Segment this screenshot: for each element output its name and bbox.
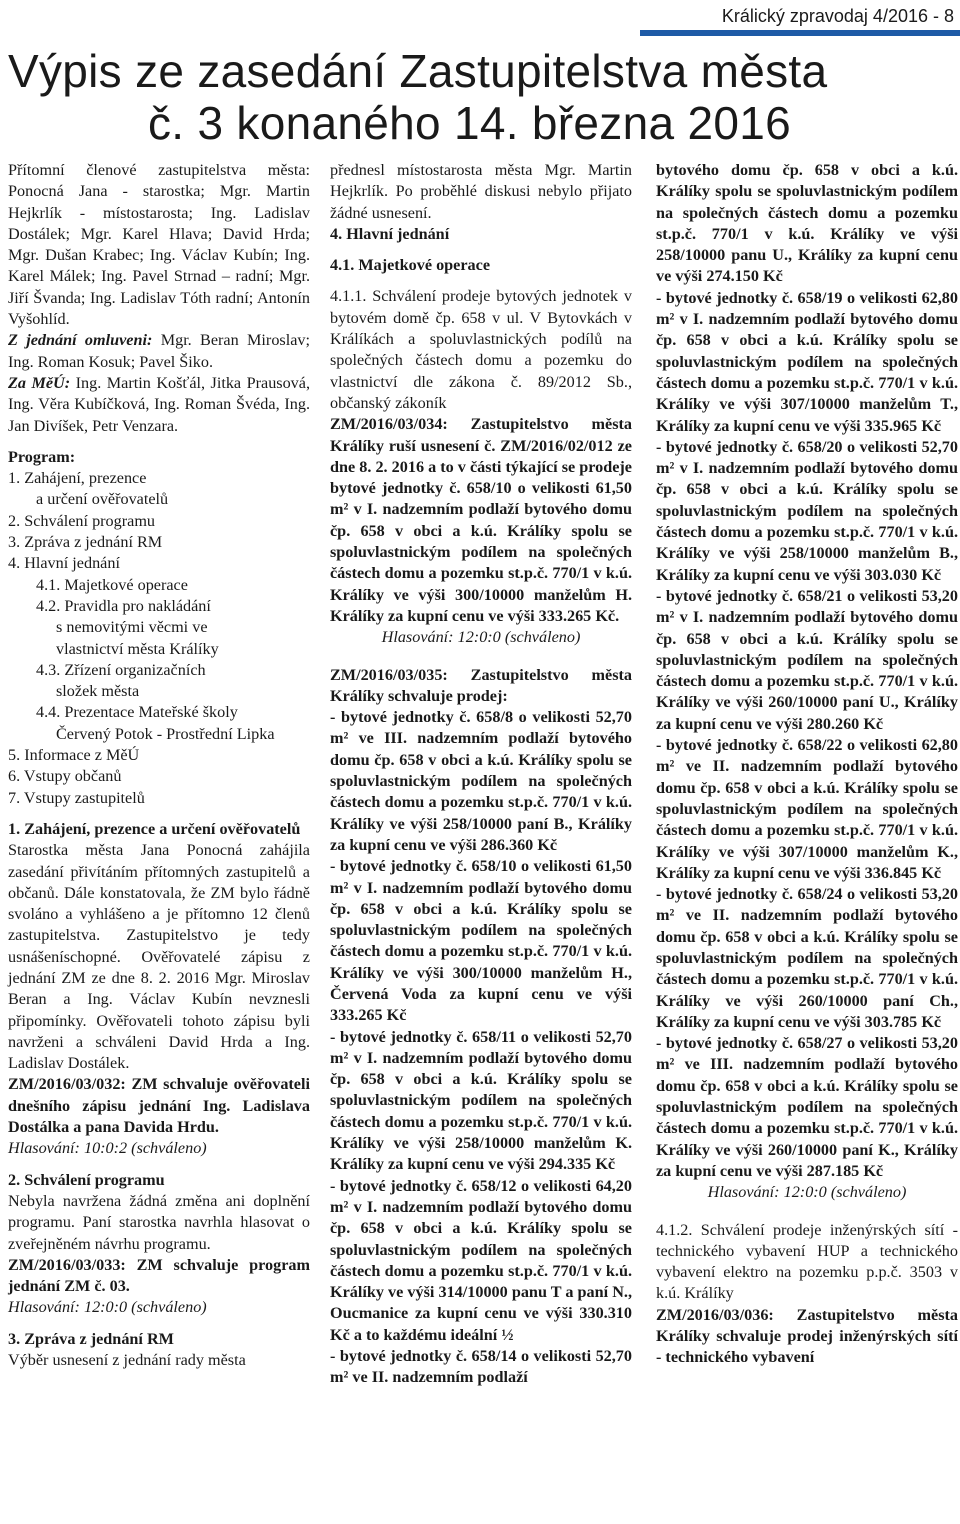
- sale-item: - bytové jednotky č. 658/24 o velikosti 53,20 m² ve II. nadzemním podlaží bytového domu čp. 658 v obci a k.ú. Králíky spolu se spoluvlastnickým podílem na společných částech domu a pozemku st.p.č. 770/1 v k.ú. Králíky ve výši 260/10000 paní Ch., Králíky za kupní cenu ve výši 303.785 Kč: [656, 885, 958, 1031]
- program-item: 7. Vstupy zastupitelů: [8, 788, 145, 807]
- page-header: [640, 0, 960, 38]
- resolution-033: ZM/2016/03/033: ZM schvaluje program jednání ZM č. 03.: [8, 1255, 310, 1296]
- resolution-035: ZM/2016/03/035: Zastupitelstvo města Králíky schvaluje prodej:: [330, 665, 632, 705]
- meu-label: Za MěÚ:: [8, 373, 71, 392]
- vote-033: Hlasování: 12:0:0 (schváleno): [8, 1298, 207, 1317]
- program-item: 3. Zpráva z jednání RM: [8, 533, 163, 552]
- sale-item: bytového domu čp. 658 v obci a k.ú. Králíky spolu se spoluvlastnickým podílem na společných částech domu a pozemku st.p.č. 770/1 v k.ú. Králíky ve výši 258/10000 panu U., Králíky za kupní cenu ve výši 274.150 Kč: [656, 161, 958, 286]
- title-line2: č. 3 konaného 14. března 2016: [148, 97, 791, 149]
- sale-item: - bytové jednotky č. 658/27 o velikosti 53,20 m² ve III. nadzemním podlaží bytového domu čp. 658 v obci a k.ú. Králíky spolu se spoluvlastnickým podílem na společných částech domu a pozemku st.p.č. 770/1 v k.ú. Králíky ve výši 260/10000 paní K., Králíky za kupní cenu ve výši 287.185 Kč: [656, 1034, 958, 1180]
- meu-paragraph: [8, 373, 310, 437]
- spacer: [656, 1204, 958, 1220]
- sale-item: - bytové jednotky č. 658/19 o velikosti 62,80 m² v I. nadzemním podlaží bytového domu čp. 658 v obci a k.ú. Králíky spolu se spoluvlastnickým podílem na společných částech domu a pozemku st.p.č. 770/1 v k.ú. Králíky ve výši 307/10000 manželům T., Králíky za kupní cenu ve výši 335.965 Kč: [656, 288, 958, 435]
- section-3-text: Výběr usnesení z jednání rady města: [8, 1351, 246, 1370]
- title-line1: Výpis ze zasedání Zastupitelstva města: [8, 45, 828, 97]
- program-item: a určení ověřovatelů: [36, 490, 169, 509]
- excused-paragraph: [8, 330, 310, 373]
- program-item: 2. Schválení programu: [8, 511, 155, 530]
- excused-label: Z jednání omluveni:: [8, 331, 153, 350]
- sale-item: - bytové jednotky č. 658/12 o velikosti 64,20 m² v I. nadzemním podlaží bytového domu čp. 658 v obci a k.ú. Králíky spolu se spoluvlastnickým podílem na společných částech domu a pozemku st.p.č. 770/1 v k.ú. Králíky ve výši 314/10000 panu T a paní N., Oucmanice za kupní cenu ve výši 330.310 Kč a to každému ideální ½: [330, 1176, 632, 1344]
- spacer: [330, 276, 632, 286]
- section-1-heading: 1. Zahájení, prezence a určení ověřovatelů: [8, 819, 301, 838]
- resolution-036: ZM/2016/03/036: Zastupitelstvo města Králíky schvaluje prodej inženýrských sítí - technického vybavení: [656, 1305, 958, 1367]
- column-1: [8, 160, 310, 1371]
- header-text: Králický zpravodaj 4/2016 - 8: [721, 6, 954, 26]
- present-members: Přítomní členové zastupitelstva města: Ponocná Jana - starostka; Mgr. Martin Hejkrlík - místostarosta; Ing. Ladislav Dostálek; Mgr. Karel Hlava; David Hrda; Mgr. Dušan Krabec; Ing. Václav Kubín; Ing. Karel Málek; Ing. Pavel Strnad – radní; Mgr. Jiří Švanda; Ing. Ladislav Tóth radní; Antonín Vyšohlíd.: [8, 161, 310, 329]
- program-item: složek města: [56, 682, 140, 701]
- section-2-text: Nebyla navržena žádná změna ani doplnění programu. Paní starostka navrhla hlasovat o zveřejněném návrhu programu.: [8, 1191, 310, 1253]
- resolution-032: ZM/2016/03/032: ZM schvaluje ověřovateli dnešního zápisu jednání Ing. Ladislava Dostálka a pana Davida Hrdu.: [8, 1075, 310, 1137]
- section-1-text: Starostka města Jana Ponocná zahájila zasedání přivítáním přítomných zastupitelů a občanů. Dále konstatovala, že ZM bylo řádně svoláno a vyhlášeno a je přítomno 12 členů zastupitelstva. Zastupitelstvo je tedy usnášeníschopné. Ověřovatelé zápisu z jednání ZM ze dne 8. 2. 2016 Mgr. Miroslav Beran a Ing. Václav Kubín nevznesli připomínky. Ověřovateli tohoto zápisu byli navrženi a schváleni David Hrda a Ing. Ladislav Dostálek.: [8, 841, 310, 1073]
- program-item: 4.2. Pravidla pro nakládání: [36, 596, 211, 615]
- section-4-1-heading: 4.1. Majetkové operace: [330, 256, 491, 275]
- section-4-1-1-heading: 4.1.1. Schválení prodeje bytových jednotek v bytovém domě čp. 658 v ul. V Bytovkách v Králíkách a spoluvlastnických podílů na společných částech domu a pozemku do vlastnictví dle zákona č. 89/2012 Sb., občanský zákoník: [330, 287, 632, 412]
- sale-item: - bytové jednotky č. 658/22 o velikosti 62,80 m² ve II. nadzemním podlaží bytového domu čp. 658 v obci a k.ú. Králíky spolu se spoluvlastnickým podílem na společných částech domu a pozemku st.p.č. 770/1 v k.ú. Králíky ve výši 307/10000 manželům K., Králíky za kupní cenu ve výši 336.845 Kč: [656, 736, 958, 882]
- program-list: [8, 468, 310, 809]
- program-item: vlastnictví města Králíky: [56, 639, 219, 658]
- page-title: [8, 45, 958, 149]
- program-item: Červený Potok - Prostřední Lipka: [56, 724, 275, 743]
- sale-item: - bytové jednotky č. 658/21 o velikosti 53,20 m² v I. nadzemním podlaží bytového domu čp. 658 v obci a k.ú. Králíky spolu se spoluvlastnickým podílem na společných částech domu a pozemku st.p.č. 770/1 v k.ú. Králíky ve výši 260/10000 paní U., Králíky za kupní cenu ve výši 280.260 Kč: [656, 586, 958, 733]
- meu-names: Ing. Martin Košťál, Jitka Prausová, Ing. Věra Kubíčková, Ing. Roman Švéda, Ing. Jan Divíšek, Petr Venzara.: [8, 373, 311, 435]
- sale-item: - bytové jednotky č. 658/14 o velikosti 52,70 m² ve II. nadzemním podlaží: [330, 1347, 632, 1387]
- sale-item: - bytové jednotky č. 658/10 o velikosti 61,50 m² v I. nadzemním podlaží bytového domu čp. 658 v obci a k.ú. Králíky spolu se spoluvlastnickým podílem na společných částech domu a pozemku st.p.č. 770/1 v k.ú. Králíky ve výši 300/10000 manželům H., Červená Voda za kupní cenu ve výši 333.265 Kč: [330, 857, 632, 1025]
- column-3: [656, 160, 958, 1369]
- sale-item: - bytové jednotky č. 658/8 o velikosti 52,70 m² ve III. nadzemním podlaží bytového domu čp. 658 v obci a k.ú. Králíky spolu se spoluvlastnickým podílem na společných částech domu a pozemku st.p.č. 770/1 v k.ú. Králíky ve výši 258/10000 paní B., Králíky za kupní cenu ve výši 286.360 Kč: [330, 708, 632, 854]
- resolution-034: ZM/2016/03/034: Zastupitelstvo města Králíky ruší usnesení č. ZM/2016/02/012 ze dne 8. 2. 2016 a to v části týkající se prodeje bytové jednotky č. 658/10 o velikosti 61,50 m² v I. nadzemním podlaží bytového domu čp. 658 v obci a k.ú. Králíky spolu se spoluvlastnickým podílem na společných částech domu a pozemku st.p.č. 770/1 v k.ú. Králíky ve výši 300/10000 manželům H. Králíky za kupní cenu ve výši 333.265 Kč.: [330, 415, 632, 625]
- section-4-heading: 4. Hlavní jednání: [330, 224, 450, 243]
- program-item: 5. Informace z MěÚ: [8, 746, 140, 765]
- spacer: [8, 437, 310, 447]
- spacer: [8, 1160, 310, 1170]
- vote-032: Hlasování: 10:0:2 (schváleno): [8, 1139, 207, 1158]
- program-item: 4.1. Majetkové operace: [36, 575, 188, 594]
- spacer: [330, 649, 632, 665]
- program-item: 6. Vstupy občanů: [8, 767, 122, 786]
- sale-item: - bytové jednotky č. 658/20 o velikosti 52,70 m² v I. nadzemním podlaží bytového domu čp. 658 v obci a k.ú. Králíky spolu se spoluvlastnickým podílem na společných částech domu a pozemku st.p.č. 770/1 v k.ú. Králíky ve výši 258/10000 manželům B., Králíky za kupní cenu ve výši 303.030 Kč: [656, 437, 958, 584]
- program-item: 1. Zahájení, prezence: [8, 469, 147, 488]
- spacer: [8, 809, 310, 819]
- section-3-heading: 3. Zpráva z jednání RM: [8, 1329, 174, 1348]
- program-item: s nemovitými věcmi ve: [56, 618, 208, 637]
- spacer: [8, 1319, 310, 1329]
- section-3-cont: přednesl místostarosta města Mgr. Martin Hejkrlík. Po proběhlé diskusi nebylo přijato žádné usnesení.: [330, 161, 632, 222]
- section-2-heading: 2. Schválení programu: [8, 1170, 165, 1189]
- program-item: 4. Hlavní jednání: [8, 554, 120, 573]
- section-4-1-2-heading: 4.1.2. Schválení prodeje inženýrských sítí - technického vybavení HUP a technického vybavení elektro na pozemku p.p.č. 3503 v k.ú. Králíky: [656, 1220, 958, 1303]
- header-rule: [640, 30, 960, 36]
- column-2: [330, 160, 632, 1389]
- vote-035: Hlasování: 12:0:0 (schváleno): [707, 1183, 907, 1202]
- program-item: 4.3. Zřízení organizačních: [36, 660, 206, 679]
- vote-034: Hlasování: 12:0:0 (schváleno): [381, 628, 581, 647]
- program-item: 4.4. Prezentace Mateřské školy: [36, 703, 238, 722]
- sale-item: - bytové jednotky č. 658/11 o velikosti 52,70 m² v I. nadzemním podlaží bytového domu čp. 658 v obci a k.ú. Králíky spolu se spoluvlastnickým podílem na společných částech domu a pozemku st.p.č. 770/1 v k.ú. Králíky ve výši 258/10000 manželům K. Králíky za kupní cenu ve výši 294.335 Kč: [330, 1027, 632, 1174]
- spacer: [330, 245, 632, 255]
- excused-names: Mgr. Beran Miroslav; Ing. Roman Kosuk; Pavel Šiko.: [8, 331, 310, 371]
- program-label: Program:: [8, 447, 76, 466]
